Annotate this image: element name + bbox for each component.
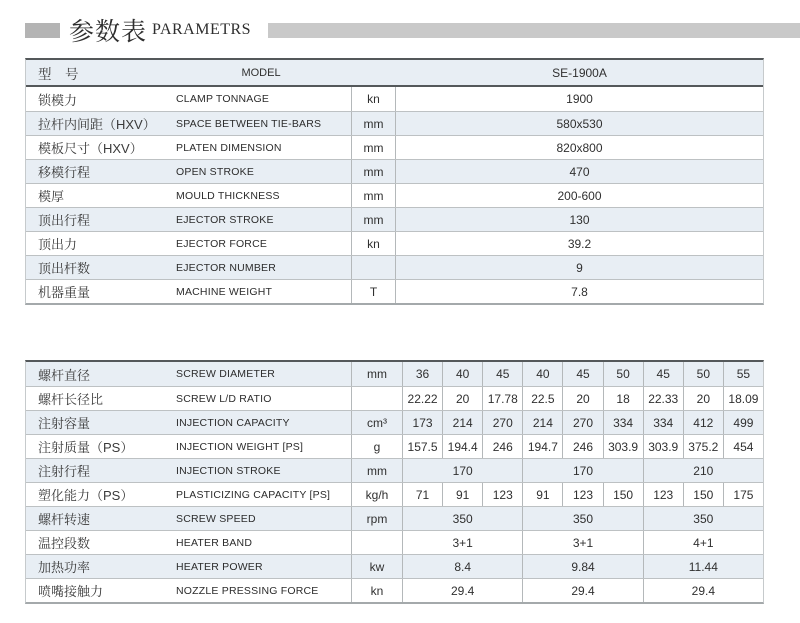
param-unit: mm (351, 459, 403, 482)
model-value: SE-1900A (552, 65, 607, 80)
param-name-zh: 顶出杆数 (38, 261, 91, 276)
param-unit: mm (351, 362, 403, 386)
table-row (26, 279, 763, 303)
param-cell: 29.4 (522, 579, 642, 602)
param-cell: 9.84 (522, 555, 642, 578)
param-cell: 17.78 (482, 387, 522, 410)
param-cell: 40 (522, 362, 562, 386)
param-unit: T (351, 280, 396, 303)
param-name-en: OPEN STROKE (176, 165, 255, 178)
param-value: 1900 (566, 92, 593, 106)
param-cell: 350 (452, 511, 473, 526)
table-row (26, 159, 763, 183)
param-cell: 303.9 (603, 435, 643, 458)
param-cell: 194.7 (522, 435, 562, 458)
param-cell: 18.09 (723, 387, 763, 410)
param-cell: 20 (562, 387, 602, 410)
param-cell: 334 (603, 411, 643, 434)
table-header-row (26, 60, 763, 87)
table-row (26, 386, 763, 410)
param-cell: 123 (482, 483, 522, 506)
param-cell: 175 (723, 483, 763, 506)
param-name-zh: 注射质量（PS） (38, 440, 134, 455)
param-unit: g (351, 435, 403, 458)
param-cell: 50 (683, 362, 723, 386)
param-unit: mm (351, 160, 396, 183)
param-cell: 22.5 (522, 387, 562, 410)
param-name-en: INJECTION WEIGHT [PS] (176, 440, 304, 453)
param-value: 200-600 (557, 188, 602, 203)
param-name-zh: 螺杆转速 (38, 512, 91, 527)
param-cell: 170 (452, 463, 473, 478)
param-name-en: SPACE BETWEEN TIE-BARS (176, 117, 322, 130)
param-cell: 150 (683, 483, 723, 506)
param-unit: rpm (351, 507, 403, 530)
header-label-en: MODEL (241, 66, 281, 79)
table-row (26, 135, 763, 159)
table-row (26, 362, 763, 386)
param-cell: 29.4 (643, 579, 763, 602)
param-name-en: CLAMP TONNAGE (176, 93, 270, 105)
param-value: 820x800 (556, 140, 603, 155)
param-unit: mm (351, 208, 396, 231)
table-row (26, 554, 763, 578)
param-unit (351, 256, 396, 279)
param-name-en: PLATEN DIMENSION (176, 141, 282, 154)
param-unit (351, 531, 403, 554)
param-cell: 123 (562, 483, 602, 506)
param-cell: 270 (562, 411, 602, 434)
param-cell: 375.2 (683, 435, 723, 458)
param-cell: 45 (562, 362, 602, 386)
param-cell: 350 (643, 507, 763, 530)
param-cell: 170 (522, 459, 642, 482)
param-cell: 303.9 (643, 435, 683, 458)
param-cell: 123 (643, 483, 683, 506)
param-cell: 36 (415, 367, 430, 381)
param-value: 9 (576, 260, 583, 275)
param-cell: 20 (683, 387, 723, 410)
param-name-en: SCREW SPEED (176, 512, 256, 525)
param-name-en: PLASTICIZING CAPACITY [PS] (176, 488, 331, 501)
param-cell: 4+1 (643, 531, 763, 554)
page-title (25, 14, 800, 46)
param-name-zh: 喷嘴接触力 (38, 584, 104, 599)
param-cell: 350 (522, 507, 642, 530)
param-cell: 3+1 (452, 535, 473, 550)
param-cell: 91 (442, 483, 482, 506)
table-row (26, 410, 763, 434)
table-row (26, 87, 763, 111)
param-name-en: EJECTOR NUMBER (176, 261, 277, 274)
table-row (26, 458, 763, 482)
param-cell: 91 (522, 483, 562, 506)
page-title-en: PARAMETRS (152, 21, 252, 38)
param-cell: 246 (562, 435, 602, 458)
param-cell: 3+1 (522, 531, 642, 554)
param-cell: 210 (643, 459, 763, 482)
param-unit: mm (351, 184, 396, 207)
table-body (26, 87, 763, 303)
injection-parameters-table (25, 360, 764, 604)
param-name-zh: 模板尺寸（HXV） (38, 141, 143, 156)
param-name-en: INJECTION CAPACITY (176, 416, 290, 429)
param-name-zh: 温控段数 (38, 536, 91, 551)
param-cell: 214 (522, 411, 562, 434)
param-unit: kn (351, 232, 396, 255)
param-name-en: EJECTOR STROKE (176, 213, 274, 226)
table-row (26, 578, 763, 602)
param-cell: 334 (643, 411, 683, 434)
table-row (26, 207, 763, 231)
table-row (26, 183, 763, 207)
param-cell: 18 (603, 387, 643, 410)
param-cell: 22.33 (643, 387, 683, 410)
param-unit: kn (351, 579, 403, 602)
header-label-zh: 型 号 (38, 66, 79, 82)
param-unit: mm (351, 112, 396, 135)
param-cell: 270 (482, 411, 522, 434)
param-name-zh: 螺杆长径比 (38, 392, 104, 407)
param-name-zh: 塑化能力（PS） (38, 488, 134, 503)
param-cell: 11.44 (643, 555, 763, 578)
param-name-zh: 顶出力 (38, 237, 78, 252)
table-row (26, 255, 763, 279)
param-cell: 173 (412, 415, 433, 430)
param-cell: 50 (603, 362, 643, 386)
param-cell: 55 (723, 362, 763, 386)
param-cell: 499 (723, 411, 763, 434)
param-value: 130 (569, 212, 590, 227)
param-name-zh: 注射容量 (38, 416, 91, 431)
table-row (26, 482, 763, 506)
param-name-en: MACHINE WEIGHT (176, 285, 273, 298)
table-row (26, 506, 763, 530)
title-rule-bar (268, 23, 800, 38)
param-cell: 45 (482, 362, 522, 386)
param-cell: 214 (442, 411, 482, 434)
param-name-en: HEATER POWER (176, 560, 263, 573)
param-name-zh: 拉杆内间距（HXV） (38, 117, 156, 132)
table-row (26, 111, 763, 135)
param-cell: 157.5 (407, 439, 438, 454)
table-body (26, 362, 763, 602)
page-title-zh: 参数表 (69, 18, 148, 46)
param-value: 7.8 (571, 284, 588, 299)
param-name-en: MOULD THICKNESS (176, 189, 280, 202)
param-cell: 22.22 (407, 391, 438, 406)
param-name-en: EJECTOR FORCE (176, 237, 268, 250)
table-row (26, 434, 763, 458)
param-cell: 412 (683, 411, 723, 434)
param-name-en: SCREW DIAMETER (176, 368, 276, 380)
param-cell: 454 (723, 435, 763, 458)
param-name-zh: 模厚 (38, 189, 65, 204)
param-unit: mm (351, 136, 396, 159)
param-unit: kg/h (351, 483, 403, 506)
param-unit: cm³ (351, 411, 403, 434)
param-cell: 71 (415, 487, 430, 502)
param-unit (351, 387, 403, 410)
param-cell: 45 (643, 362, 683, 386)
param-unit: kw (351, 555, 403, 578)
param-name-zh: 螺杆直径 (38, 367, 91, 383)
param-value: 39.2 (567, 236, 592, 251)
table-row (26, 530, 763, 554)
param-cell: 8.4 (454, 559, 471, 574)
table-row (26, 231, 763, 255)
param-name-zh: 移模行程 (38, 165, 91, 180)
param-name-en: NOZZLE PRESSING FORCE (176, 584, 319, 597)
param-unit: kn (351, 87, 396, 111)
param-name-zh: 锁模力 (38, 92, 78, 108)
param-name-en: INJECTION STROKE (176, 464, 281, 477)
param-name-zh: 注射行程 (38, 464, 91, 479)
param-cell: 20 (442, 387, 482, 410)
param-name-zh: 加热功率 (38, 560, 91, 575)
param-cell: 29.4 (450, 583, 475, 598)
param-value: 580x530 (556, 116, 603, 131)
param-name-en: HEATER BAND (176, 536, 253, 549)
param-cell: 246 (482, 435, 522, 458)
param-name-zh: 机器重量 (38, 285, 91, 300)
param-name-zh: 顶出行程 (38, 213, 91, 228)
param-cell: 40 (442, 362, 482, 386)
param-value: 470 (569, 164, 590, 179)
param-cell: 150 (603, 483, 643, 506)
param-cell: 194.4 (442, 435, 482, 458)
title-accent-block (25, 23, 60, 38)
param-name-en: SCREW L/D RATIO (176, 392, 272, 405)
machine-parameters-table (25, 58, 764, 305)
